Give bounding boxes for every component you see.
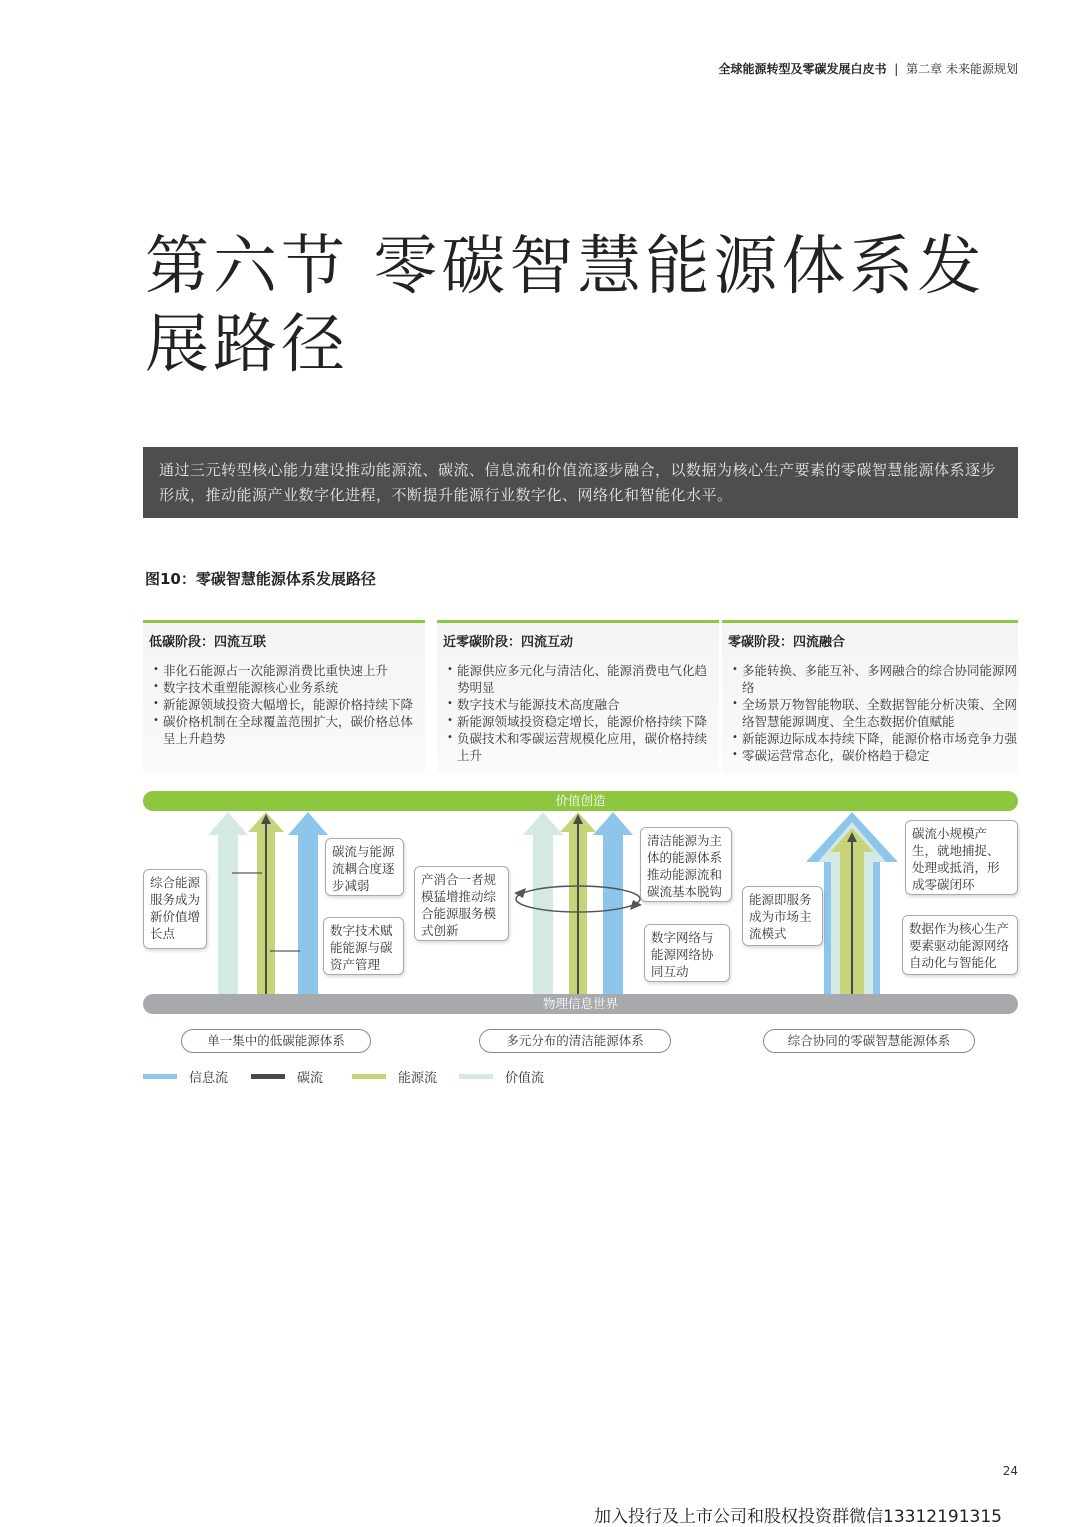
section-title-line-2: 展路径 — [145, 308, 349, 382]
legend-swatch — [143, 1074, 177, 1079]
list-item: • 非化石能源占一次能源消费比重快速上升 — [153, 662, 425, 679]
info-flow-arrow — [288, 812, 328, 994]
legend-swatch — [459, 1074, 493, 1079]
bubble-carbon-energy-decoupling: 碳流与能源流耦合度逐步减弱 — [325, 838, 404, 896]
list-item: • 数字技术与能源技术高度融合 — [447, 696, 719, 713]
arrow-group-2 — [514, 812, 642, 994]
stage-title: 零碳阶段：四流融合 — [728, 635, 846, 650]
bubble-digital-carbon-asset: 数字技术赋能能源与碳资产管理 — [323, 917, 404, 975]
legend-swatch — [251, 1074, 285, 1079]
system-label-clean: 多元分布的清洁能源体系 — [479, 1029, 671, 1053]
legend-energy-flow — [352, 1067, 437, 1086]
physical-info-world-bar: 物理信息世界 — [143, 994, 1018, 1014]
list-item: • 全场景万物智能物联、全数据智能分析决策、全网络智慧能源调度、全生态数据价值赋能 — [732, 696, 1018, 730]
system-label-low-carbon: 单一集中的低碳能源体系 — [181, 1029, 371, 1053]
system-label-zero-carbon: 综合协同的零碳智慧能源体系 — [763, 1029, 975, 1053]
figure-title: 图10：零碳智慧能源体系发展路径 — [145, 570, 376, 588]
legend-info-flow — [143, 1067, 228, 1086]
bubble-digital-energy-network: 数字网络与能源网络协同互动 — [644, 924, 730, 982]
list-item: • 多能转换、多能互补、多网融合的综合协同能源网络 — [732, 662, 1018, 696]
bubble-carbon-closed-loop: 碳流小规模产生，就地捕捉、处理或抵消，形成零碳闭环 — [905, 820, 1018, 895]
arrow-group-1 — [208, 812, 328, 994]
list-item: • 新能源领域投资稳定增长，能源价格持续下降 — [447, 713, 719, 730]
list-item: • 数字技术重塑能源核心业务系统 — [153, 679, 425, 696]
legend-swatch — [352, 1074, 386, 1079]
value-creation-bar: 价值创造 — [143, 791, 1018, 811]
legend-label: 能源流 — [398, 1071, 438, 1086]
bubble-integrated-energy-services: 综合能源服务成为新价值增长点 — [143, 869, 207, 949]
footer-text: 加入投行及上市公司和股权投资群微信13312191315 — [594, 1507, 1002, 1527]
legend-label: 碳流 — [297, 1071, 324, 1086]
cycle-arrowhead — [630, 900, 642, 910]
intro-box: 通过三元转型核心能力建设推动能源流、碳流、信息流和价值流逐步融合，以数据为核心生产要素的零碳智慧能源体系逐步形成，推动能源产业数字化进程，不断提升能源行业数字化、网络化和智能化水平。 — [143, 447, 1018, 518]
value-flow-arrow — [208, 812, 248, 994]
value-flow-arrow — [523, 812, 563, 994]
book-title: 全球能源转型及零碳发展白皮书 — [718, 62, 887, 76]
list-item: • 负碳技术和零碳运营规模化应用，碳价格持续上升 — [447, 730, 719, 764]
list-item: • 新能源领域投资大幅增长，能源价格持续下降 — [153, 696, 425, 713]
bubble-prosumer-innovation: 产消合一者规模猛增推动综合能源服务模式创新 — [414, 866, 509, 941]
stage-title: 近零碳阶段：四流互动 — [443, 635, 574, 650]
legend-label: 价值流 — [505, 1071, 545, 1086]
section-title-line-1: 第六节 零碳智慧能源体系发 — [145, 230, 986, 304]
legend-carbon-flow — [251, 1067, 323, 1086]
list-item: • 能源供应多元化与清洁化、能源消费电气化趋势明显 — [447, 662, 719, 696]
bubble-energy-as-service: 能源即服务成为市场主流模式 — [742, 886, 823, 946]
list-item: • 碳价格机制在全球覆盖范围扩大，碳价格总体呈上升趋势 — [153, 713, 425, 747]
cycle-arrowhead — [514, 888, 526, 898]
bubble-data-core-factor: 数据作为核心生产要素驱动能源网络自动化与智能化 — [902, 915, 1018, 975]
page-number: 24 — [1002, 1464, 1018, 1478]
bubble-clean-energy-decoupling: 清洁能源为主体的能源体系推动能源流和碳流基本脱钩 — [640, 827, 732, 902]
legend-value-flow — [459, 1067, 544, 1086]
legend-label: 信息流 — [189, 1071, 229, 1086]
list-item: • 零碳运营常态化，碳价格趋于稳定 — [732, 747, 1018, 764]
list-item: • 新能源边际成本持续下降，能源价格市场竞争力强 — [732, 730, 1018, 747]
chapter-title: 第二章 未来能源规划 — [906, 62, 1018, 76]
header-separator: | — [894, 62, 899, 76]
info-flow-arrow — [593, 812, 633, 994]
stage-title: 低碳阶段：四流互联 — [149, 635, 267, 650]
